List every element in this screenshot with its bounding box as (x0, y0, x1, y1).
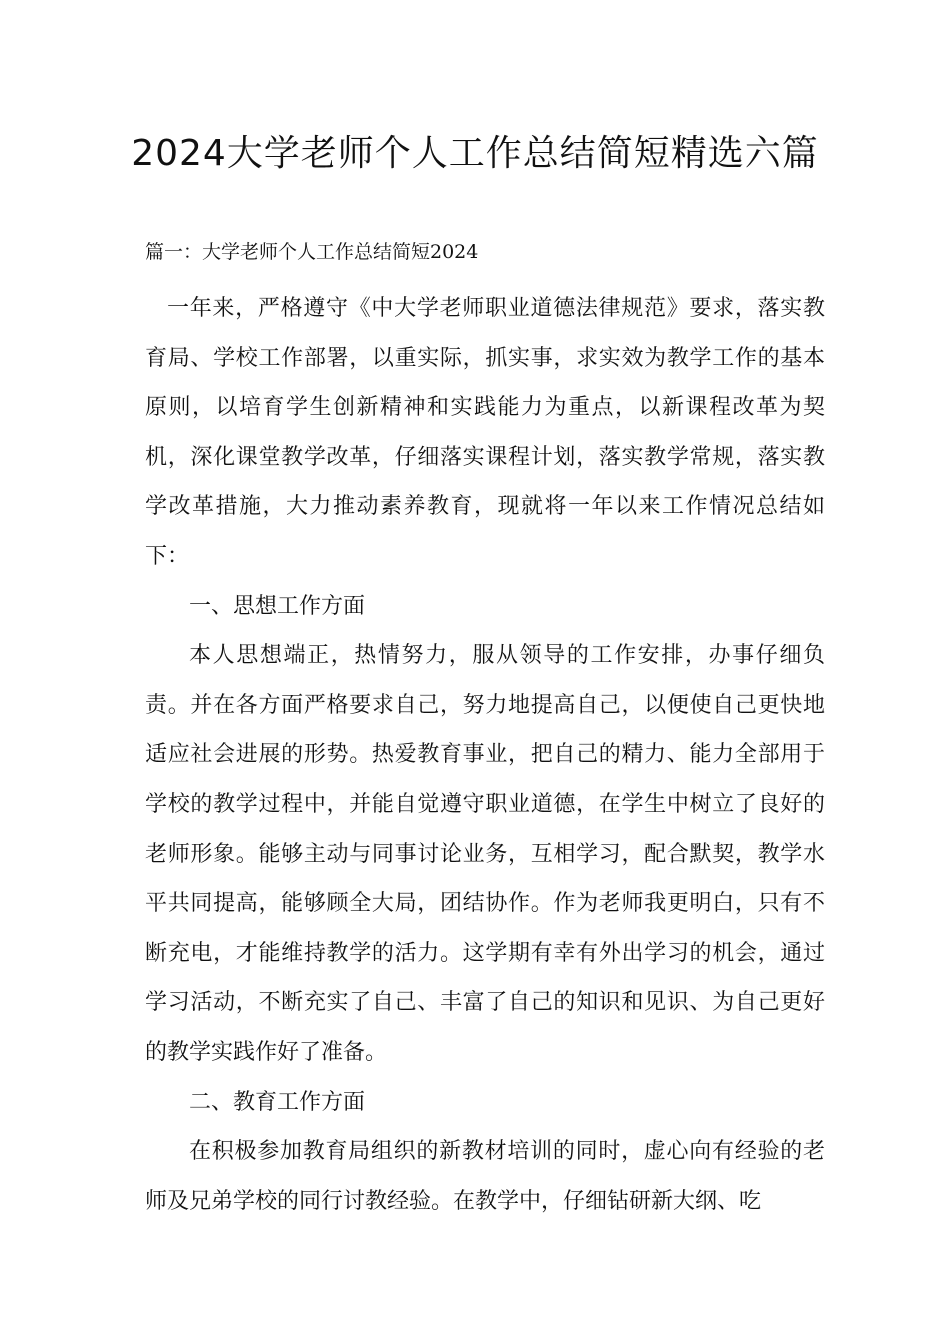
section-subtitle: 篇一：大学老师个人工作总结简短2024 (145, 241, 479, 263)
paragraph-education: 在积极参加教育局组织的新教材培训的同时，虚心向有经验的老师及兄弟学校的同行讨教经验。在教学中，仔细钻研新大纲、吃 (145, 1139, 825, 1214)
section-heading-education: 二、教育工作方面 (189, 1089, 366, 1115)
paragraph-thought: 本人思想端正，热情努力，服从领导的工作安排，办事仔细负责。并在各方面严格要求自己，努力地提高自己，以便使自己更快地适应社会进展的形势。热爱教育事业，把自己的精力、能力全部用于学校的教学过程中，并能自觉遵守职业道德，在学生中树立了良好的老师形象。能够主动与同事讨论业务，互相学习，配合默契，教学水平共同提高，能够顾全大局，团结协作。作为老师我更明白，只有不断充电，才能维持教学的活力。这学期有幸有外出学习的机会，通过学习活动，不断充实了自己、丰富了自己的知识和见识、为自己更好的教学实践作好了准备。 (145, 643, 825, 1065)
section-heading-thought: 一、思想工作方面 (189, 593, 366, 619)
paragraph-intro: 一年来，严格遵守《中大学老师职业道德法律规范》要求，落实教育局、学校工作部署，以重实际，抓实事，求实效为教学工作的基本原则，以培育学生创新精神和实践能力为重点，以新课程改革为契机，深化课堂教学改革，仔细落实课程计划，落实教学常规，落实教学改革措施，大力推动素养教育，现就将一年以来工作情况总结如下： (145, 296, 825, 569)
document-body (145, 284, 825, 1226)
document-title: 2024大学老师个人工作总结简短精选六篇 (131, 133, 819, 174)
